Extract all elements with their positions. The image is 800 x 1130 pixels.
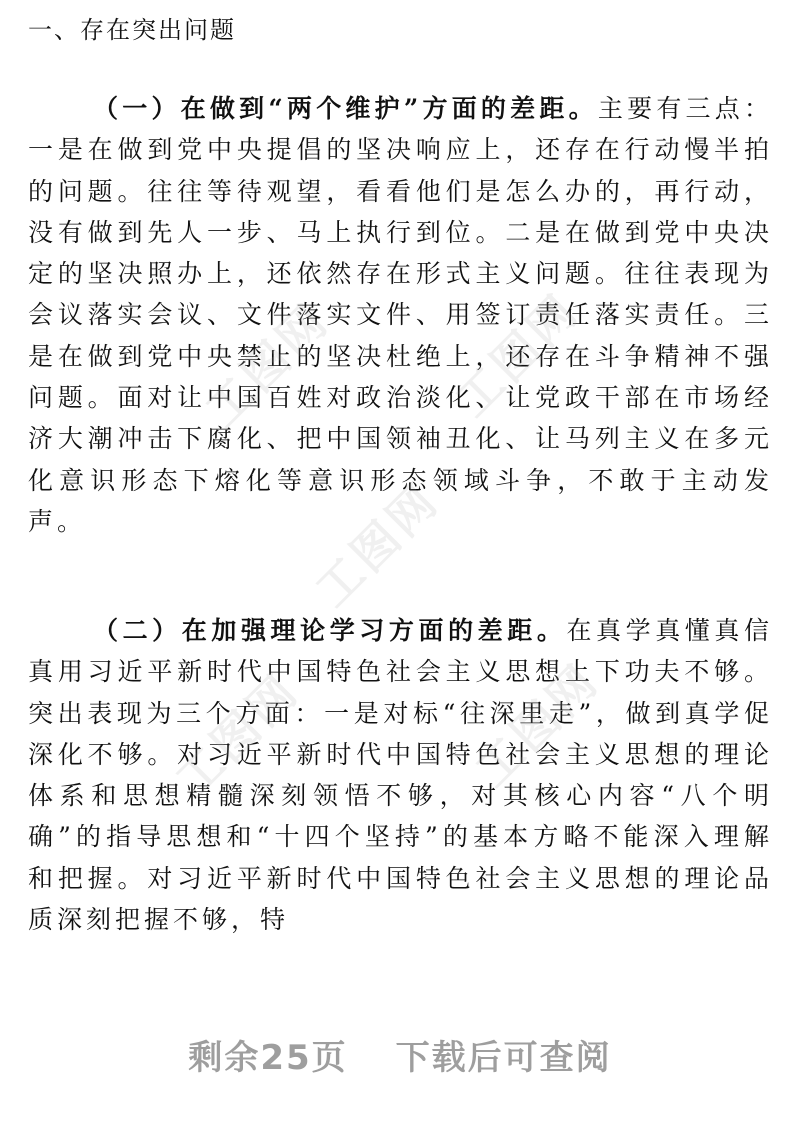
watermark: 工图网 [444, 282, 590, 428]
paragraph-2-body: 在真学真懂真信真用习近平新时代中国特色社会主义思想上下功夫不够。突出表现为三个方面：一是对标“往深里走”，做到真学促深化不够。对习近平新时代中国特色社会主义思想的理论体系和思想精髓深刻领悟不够，对其核心内容“八个明确”的指导思想和“十四个坚持”的基本方略不能深入理解和把握。对习近平新时代中国特色社会主义思想的理论品质深刻把握不够，特 [28, 616, 773, 935]
section-title: 一、存在突出问题 [28, 16, 236, 44]
paragraph-1 [28, 88, 773, 542]
remaining-pages-label: 剩余25页 [188, 1038, 348, 1078]
paragraph-1-body: 主要有三点：一是在做到党中央提倡的坚决响应上，还存在行动慢半拍的问题。往往等待观望，看看他们是怎么办的，再行动，没有做到先人一步、马上执行到位。二是在做到党中央决定的坚决照办上，还依然存在形式主义问题。往往表现为会议落实会议、文件落实文件、用签订责任落实责任。三是在做到党中央禁止的坚决杜绝上，还存在斗争精神不强问题。面对让中国百姓对政治淡化、让党政干部在市场经济大潮冲击下腐化、把中国领袖丑化、让马列主义在多元化意识形态下熔化等意识形态领域斗争，不敢于主动发声。 [28, 94, 773, 536]
watermark: 工图网 [194, 292, 340, 438]
watermark: 工图网 [304, 472, 450, 618]
watermark: 工图网 [464, 652, 610, 798]
paragraph-2 [28, 610, 773, 940]
watermark: 工图网 [164, 662, 310, 808]
paragraph-1-heading: （一）在做到“两个维护”方面的差距。 [93, 94, 598, 123]
download-to-view-label: 下载后可查阅 [395, 1038, 612, 1078]
download-prompt[interactable] [0, 1030, 800, 1079]
paragraph-2-heading: （二）在加强理论学习方面的差距。 [93, 616, 567, 645]
